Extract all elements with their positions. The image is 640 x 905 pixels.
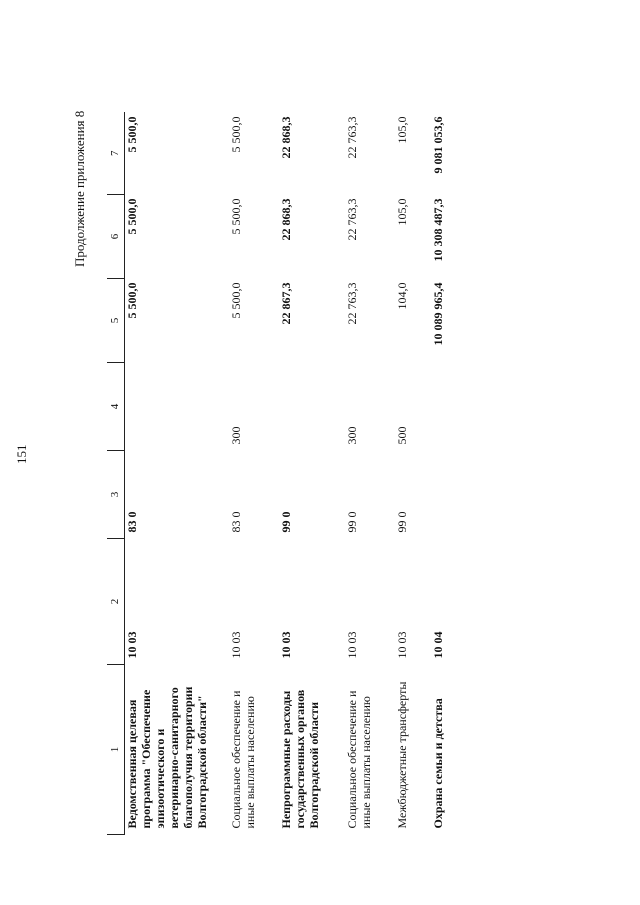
amount-year-2: 105,0 [395,198,409,226]
row-name: Охрана семьи и детства [431,698,445,829]
section-code: 10 03 [395,631,409,659]
table-header-row [107,113,125,835]
row-name: Социальное обеспечение и иные выплаты населению [345,690,373,829]
table-row [345,113,395,835]
amount-year-3: 5 500,0 [125,116,139,153]
target-code: 83 0 [125,511,139,533]
amount-year-3: 22 763,3 [345,116,359,159]
amount-year-1: 22 867,3 [279,282,293,325]
target-code: 99 0 [279,511,293,533]
target-code: 99 0 [345,511,359,533]
column-header: 3 [107,451,125,539]
column-header: 6 [107,195,125,279]
table-row [395,113,431,835]
amount-year-3: 22 868,3 [279,116,293,159]
expense-type-code: 300 [229,426,243,445]
column-header: 1 [107,665,125,835]
amount-year-1: 5 500,0 [125,282,139,319]
column-header: 5 [107,279,125,363]
amount-year-2: 5 500,0 [229,198,243,235]
amount-year-2: 10 308 487,3 [431,198,445,262]
expense-type-code: 300 [345,426,359,445]
row-name: Социальное обеспечение и иные выплаты населению [229,690,257,829]
amount-year-2: 22 868,3 [279,198,293,241]
column-header: 2 [107,539,125,665]
section-code: 10 03 [345,631,359,659]
table-row [279,113,345,835]
table-row [431,113,461,835]
appendix-continued-label: Продолжение приложения 8 [72,110,87,267]
section-code: 10 04 [431,631,445,659]
target-code: 83 0 [229,511,243,533]
amount-year-3: 105,0 [395,116,409,144]
amount-year-1: 10 089 965,4 [431,282,445,346]
page-number: 151 [14,444,29,464]
amount-year-1: 5 500,0 [229,282,243,319]
column-header: 4 [107,363,125,451]
amount-year-3: 9 081 053,6 [431,116,445,174]
amount-year-1: 104,0 [395,282,409,310]
section-code: 10 03 [229,631,243,659]
amount-year-2: 22 763,3 [345,198,359,241]
column-header: 7 [107,113,125,195]
row-name: Непрограммные расходы государственных органов Волгоградской области [279,689,321,829]
amount-year-1: 22 763,3 [345,282,359,325]
row-name: Межбюджетные трансферты [395,681,409,829]
target-code [431,451,461,539]
row-name: Ведомственная целевая программа "Обеспечение эпизоотического и ветеринарно-санитарного благополучия территории Волгоградской области" [125,686,209,829]
expense-type-code [279,363,345,451]
expense-type-code: 500 [395,426,409,445]
expense-type-code [125,363,230,451]
section-code: 10 03 [279,631,293,659]
table-row [125,113,230,835]
table-row [229,113,279,835]
target-code: 99 0 [395,511,409,533]
amount-year-2: 5 500,0 [125,198,139,235]
amount-year-3: 5 500,0 [229,116,243,153]
budget-table [107,113,461,836]
section-code: 10 03 [125,631,139,659]
expense-type-code [431,363,461,451]
